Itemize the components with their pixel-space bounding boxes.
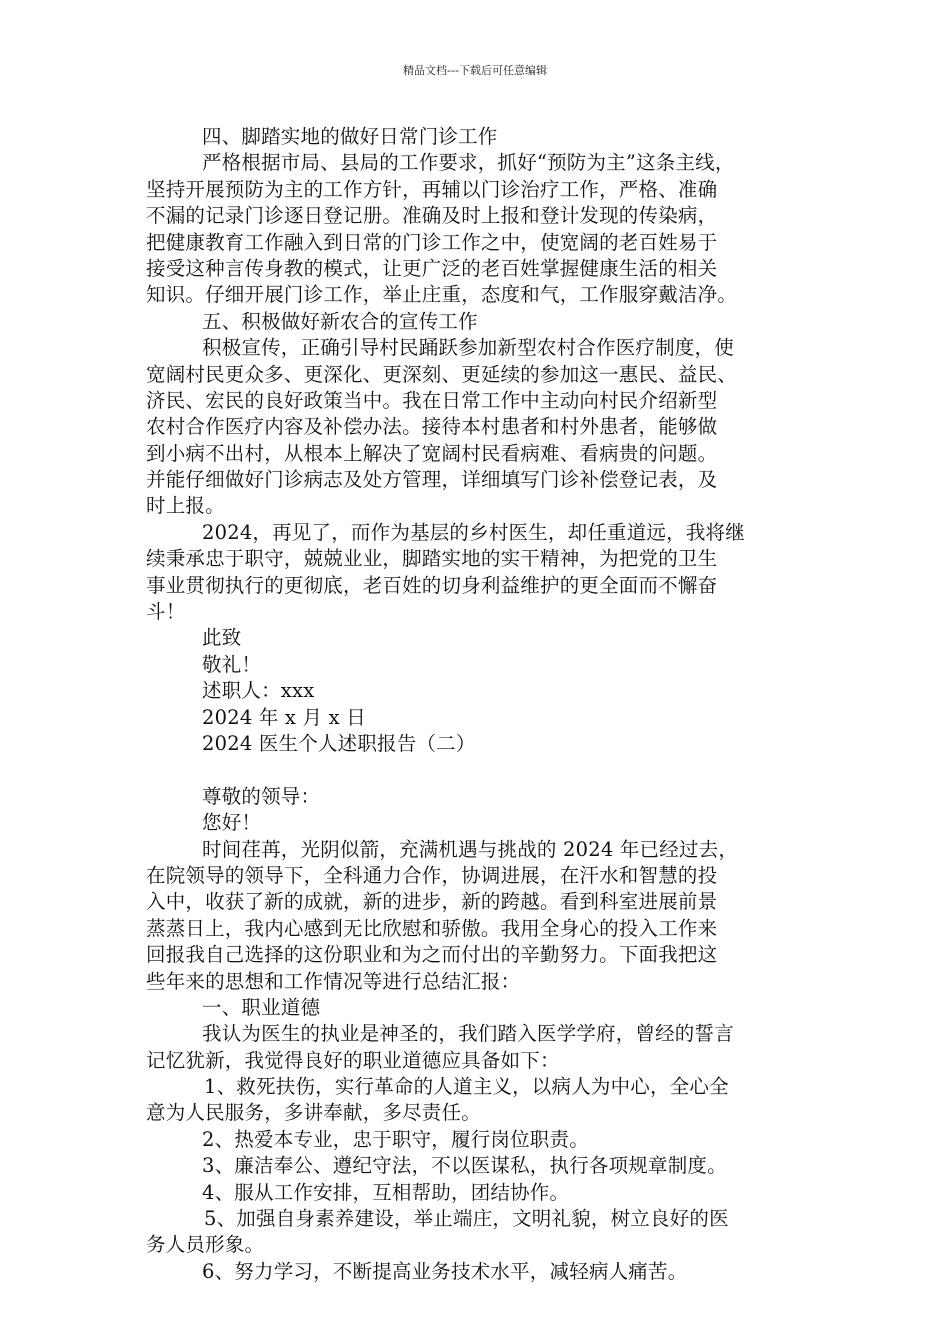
text-line: 斗！ [146, 600, 186, 624]
text-line: 些年来的思想和工作情况等进行总结汇报： [146, 969, 521, 993]
document-body [146, 124, 810, 1285]
text-line: 五、积极做好新农合的宣传工作 [202, 309, 478, 333]
text-line: 知识。仔细开展门诊工作，举止庄重，态度和气，工作服穿戴洁净。 [146, 283, 738, 307]
text-line: 此致 [202, 626, 242, 650]
text-line: 事业贯彻执行的更彻底，老百姓的切身利益维护的更全面而不懈奋 [146, 573, 718, 597]
text-line: 把健康教育工作融入到日常的门诊工作之中，使宽阔的老百姓易于 [146, 230, 718, 254]
text-line: 积极宣传，正确引导村民踊跃参加新型农村合作医疗制度，使 [202, 336, 734, 360]
text-line: 续秉承忠于职守，兢兢业业，脚踏实地的实干精神，为把党的卫生 [146, 547, 718, 571]
text-line: 入中，收获了新的成就，新的进步，新的跨越。看到科室进展前景 [146, 890, 718, 914]
text-line: 接受这种言传身教的模式，让更广泛的老百姓掌握健康生活的相关 [146, 256, 718, 280]
text-line: 到小病不出村，从根本上解决了宽阔村民看病难、看病贵的问题。 [146, 441, 718, 465]
text-line: 我认为医生的执业是神圣的，我们踏入医学学府，曾经的誓言 [202, 1022, 734, 1046]
text-line: 1、救死扶伤，实行革命的人道主义，以病人为中心，全心全 [204, 1075, 729, 1099]
text-line: 2024，再见了，而作为基层的乡村医生，却任重道远，我将继 [202, 520, 745, 544]
text-line: 回报我自己选择的这份职业和为之而付出的辛勤努力。下面我把这 [146, 943, 718, 967]
text-line: 济民、宏民的良好政策当中。我在日常工作中主动向村民介绍新型 [146, 388, 718, 412]
text-line: 宽阔村民更众多、更深化、更深刻、更延续的参加这一惠民、益民、 [146, 362, 738, 386]
text-line: 6、努力学习，不断提高业务技术水平，减轻病人痛苦。 [202, 1259, 688, 1283]
blank-line [146, 757, 810, 783]
text-line: 坚持开展预防为主的工作方针，再辅以门诊治疗工作，严格、准确 [146, 177, 718, 201]
text-line: 5、加强自身素养建设，举止端庄，文明礼貌，树立良好的医 [204, 1207, 729, 1231]
text-line: 2、热爱本专业，忠于职守，履行岗位职责。 [202, 1127, 589, 1151]
text-line: 记忆犹新，我觉得良好的职业道德应具备如下： [146, 1048, 560, 1072]
text-line: 务人员形象。 [146, 1233, 265, 1257]
page-header: 精品文档---下载后可任意编辑 [403, 64, 547, 77]
text-line: 并能仔细做好门诊病志及处方管理，详细填写门诊补偿登记表，及 [146, 468, 718, 492]
text-line: 严格根据市局、县局的工作要求，抓好“预防为主”这条主线， [202, 151, 735, 175]
text-line: 时间荏苒，光阴似箭，充满机遇与挑战的 2024 年已经过去， [202, 837, 739, 861]
text-line: 2024 年 x 月 x 日 [202, 705, 366, 729]
text-line: 4、服从工作安排，互相帮助，团结协作。 [202, 1180, 570, 1204]
text-line: 尊敬的领导： [202, 784, 321, 808]
text-line: 在院领导的领导下，全科通力合作，协调进展，在汗水和智慧的投 [146, 863, 718, 887]
text-line: 四、脚踏实地的做好日常门诊工作 [202, 125, 498, 148]
text-line: 2024 医生个人述职报告（二） [202, 731, 476, 755]
text-line: 蒸蒸日上，我内心感到无比欣慰和骄傲。我用全身心的投入工作来 [146, 916, 718, 940]
text-line: 3、廉洁奉公、遵纪守法，不以医谋私，执行各项规章制度。 [202, 1154, 727, 1178]
text-line: 述职人：xxx [202, 679, 315, 703]
text-line: 一、职业道德 [202, 995, 321, 1019]
text-line: 敬礼！ [202, 652, 262, 676]
text-line: 农村合作医疗内容及补偿办法。接待本村患者和村外患者，能够做 [146, 415, 718, 439]
text-line: 您好！ [202, 811, 262, 835]
text-line: 不漏的记录门诊逐日登记册。准确及时上报和登计发现的传染病， [146, 204, 718, 228]
text-line: 意为人民服务，多讲奉献，多尽责任。 [146, 1101, 481, 1125]
text-line: 时上报。 [146, 494, 225, 518]
